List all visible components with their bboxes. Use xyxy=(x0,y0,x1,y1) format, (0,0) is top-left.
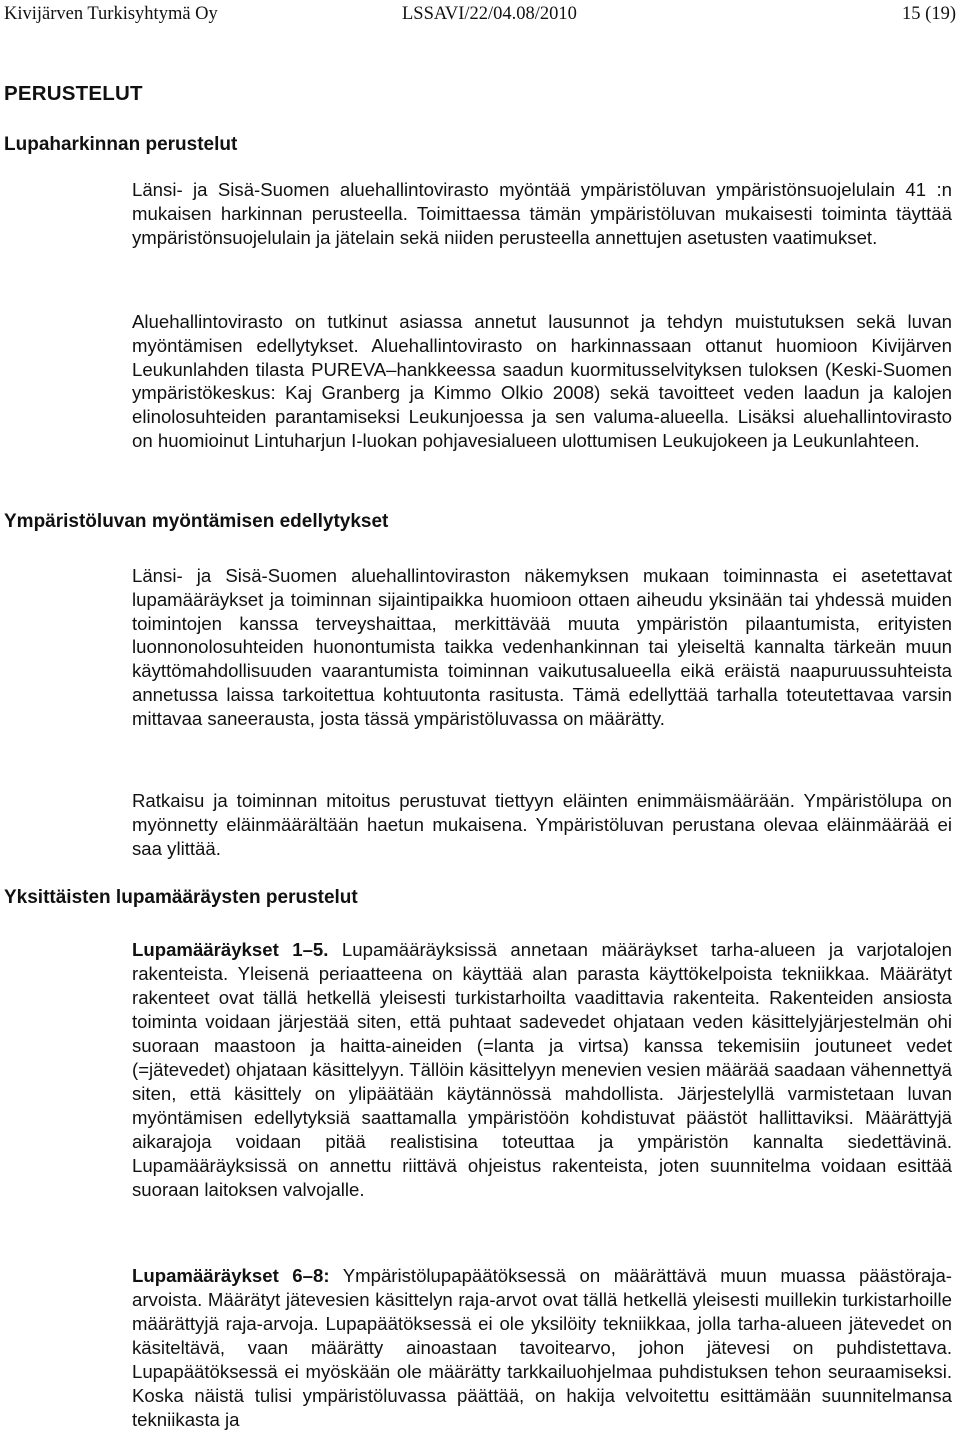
paragraph-edellytykset-2: Ratkaisu ja toiminnan mitoitus perustuvat tiettyyn eläinten enimmäismäärään. Ympäristölupa on myönnetty eläinmäärältään haetun mukaisena. Ympäristöluvan perustana olevaa eläinmäärää ei saa ylittää. xyxy=(132,790,952,859)
paragraph-body-1-5: Lupamääräyksissä annetaan määräykset tarha-alueen ja varjotalojen rakenteista. Yleisenä periaatteena on käyttää alan parasta käyttökelpoista tekniikkaa. Määrätyt rakenteet ovat tällä hetkellä yleisesti turkistarhoilta vaadittavia rakenteita. Rakenteiden ansiosta toiminta voidaan järjestää siten, että puhtaat sadevedet ohjataan veden käsittelyjärjestelmän ohi suoraan maastoon ja haitta-aineiden (=lanta ja virtsa) kanssa tekemisiin joutuneet vedet (=jätevedet) ohjataan käsittelyyn. Tällöin käsittelyyn menevien vesien määrää saadaan vähennettyä siten, että käsittely on ylipäätään käytännössä mahdollista. Järjestelyllä varmistetaan luvan myöntämisen edellytyksiä saattamalla ympäristöön kohdistuvat päästöt hallittaviksi. Määrättyjä aikarajoja voidaan pitää realistisina toteuttaa ja ympäristön kannalta siedettävinä. Lupamääräyksissä on annettu riittävä ohjeistus rakenteista, joten suunnitelma voidaan esittää suoraan laitoksen valvojalle. xyxy=(132,939,952,1200)
paragraph-body-6-8: Ympäristölupapäätöksessä on määrättävä muun muassa päästöraja-arvoista. Määrätyt jätevesien käsittelyn raja-arvot ovat tällä hetkellä yleisesti muillekin turkistarhoille määrättyjä raja-arvoja. Lupapäätöksessä ei ole yksilöity tekniikkaa, jolla tarha-alueen jätevedet on käsiteltävä, vaan määrätty ainoastaan tavoitearvo, johon jätevesi on puhdistettava. Lupapäätöksessä ei myöskään ole määrätty tarkkailuohjelmaa puhdistuksen tehon seuraamiseksi. Koska näistä tulisi ympäristöluvassa päättää, on hakija velvoitettu esittämään suunnitelmansa tekniikasta ja xyxy=(132,1265,952,1430)
paragraph-lupaharkinnan-1: Länsi- ja Sisä-Suomen aluehallintovirasto myöntää ympäristöluvan ympäristönsuojelulain 41 :n mukaisen harkinnan perusteella. Toimittaessa tämän ympäristöluvan mukaisesti toiminta täyttää ympäristönsuojelulain ja jätelain sekä niiden perusteella annettujen asetusten vaatimukset. xyxy=(132,179,952,248)
main-title: PERUSTELUT xyxy=(4,82,143,105)
paragraph-lead-6-8: Lupamääräykset 6–8: xyxy=(132,1265,330,1286)
paragraph-edellytykset-1: Länsi- ja Sisä-Suomen aluehallintoviraston näkemyksen mukaan toiminnasta ei asetettavat lupamääräykset ja toiminnan sijaintipaikka huomioon ottaen aiheudu yksinään tai yhdessä muiden toimintojen kanssa terveyshaittaa, merkittävää muuta ympäristön pilaantumista, erityisten luonnonolosuhteiden huonontumista taikka vedenhankinnan tai yleiseltä kannalta tärkeän muun käyttömahdollisuuden vaarantumista toiminnan vaikutusalueella eikä eräistä naapuruussuhteista annetussa laissa tarkoitettua kohtuutonta rasitusta. Tämä edellyttää tarhalla toteutettavaa varsin mittavaa saneerausta, josta tässä ympäristöluvassa on määrätty. xyxy=(132,565,952,729)
paragraph-lead-1-5: Lupamääräykset 1–5. xyxy=(132,939,329,960)
section-heading-yksittaisten: Yksittäisten lupamääräysten perustelut xyxy=(4,887,358,908)
header-page-number: 15 (19) xyxy=(902,4,956,24)
header-reference: LSSAVI/22/04.08/2010 xyxy=(402,4,577,24)
paragraph-lupamaaraykset-6-8 xyxy=(132,1264,952,1432)
section-heading-edellytykset: Ympäristöluvan myöntämisen edellytykset xyxy=(4,511,389,532)
paragraph-lupaharkinnan-2: Aluehallintovirasto on tutkinut asiassa annetut lausunnot ja tehdyn muistutuksen sekä luvan myöntämisen edellytykset. Aluehallintovirasto on harkinnassaan ottanut huomioon Kivijärven Leukunlahden tilasta PUREVA–hankkeessa saadun kuormitusselvityksen tuloksen (Keski-Suomen ympäristökeskus: Kaj Granberg ja Kimmo Olkio 2008) sekä tavoitteet veden laadun ja kalojen elinolosuhteiden parantamiseksi Leukunjoessa ja sen valuma-alueella. Lisäksi aluehallintovirasto on huomioinut Lintuharjun I-luokan pohjavesialueen ulottumisen Leukujokeen ja Leukunlahteen. xyxy=(132,311,952,451)
page-header xyxy=(4,4,956,28)
paragraph-lupamaaraykset-1-5 xyxy=(132,938,952,1202)
section-heading-lupaharkinnan: Lupaharkinnan perustelut xyxy=(4,134,238,155)
header-organization: Kivijärven Turkisyhtymä Oy xyxy=(4,4,218,24)
